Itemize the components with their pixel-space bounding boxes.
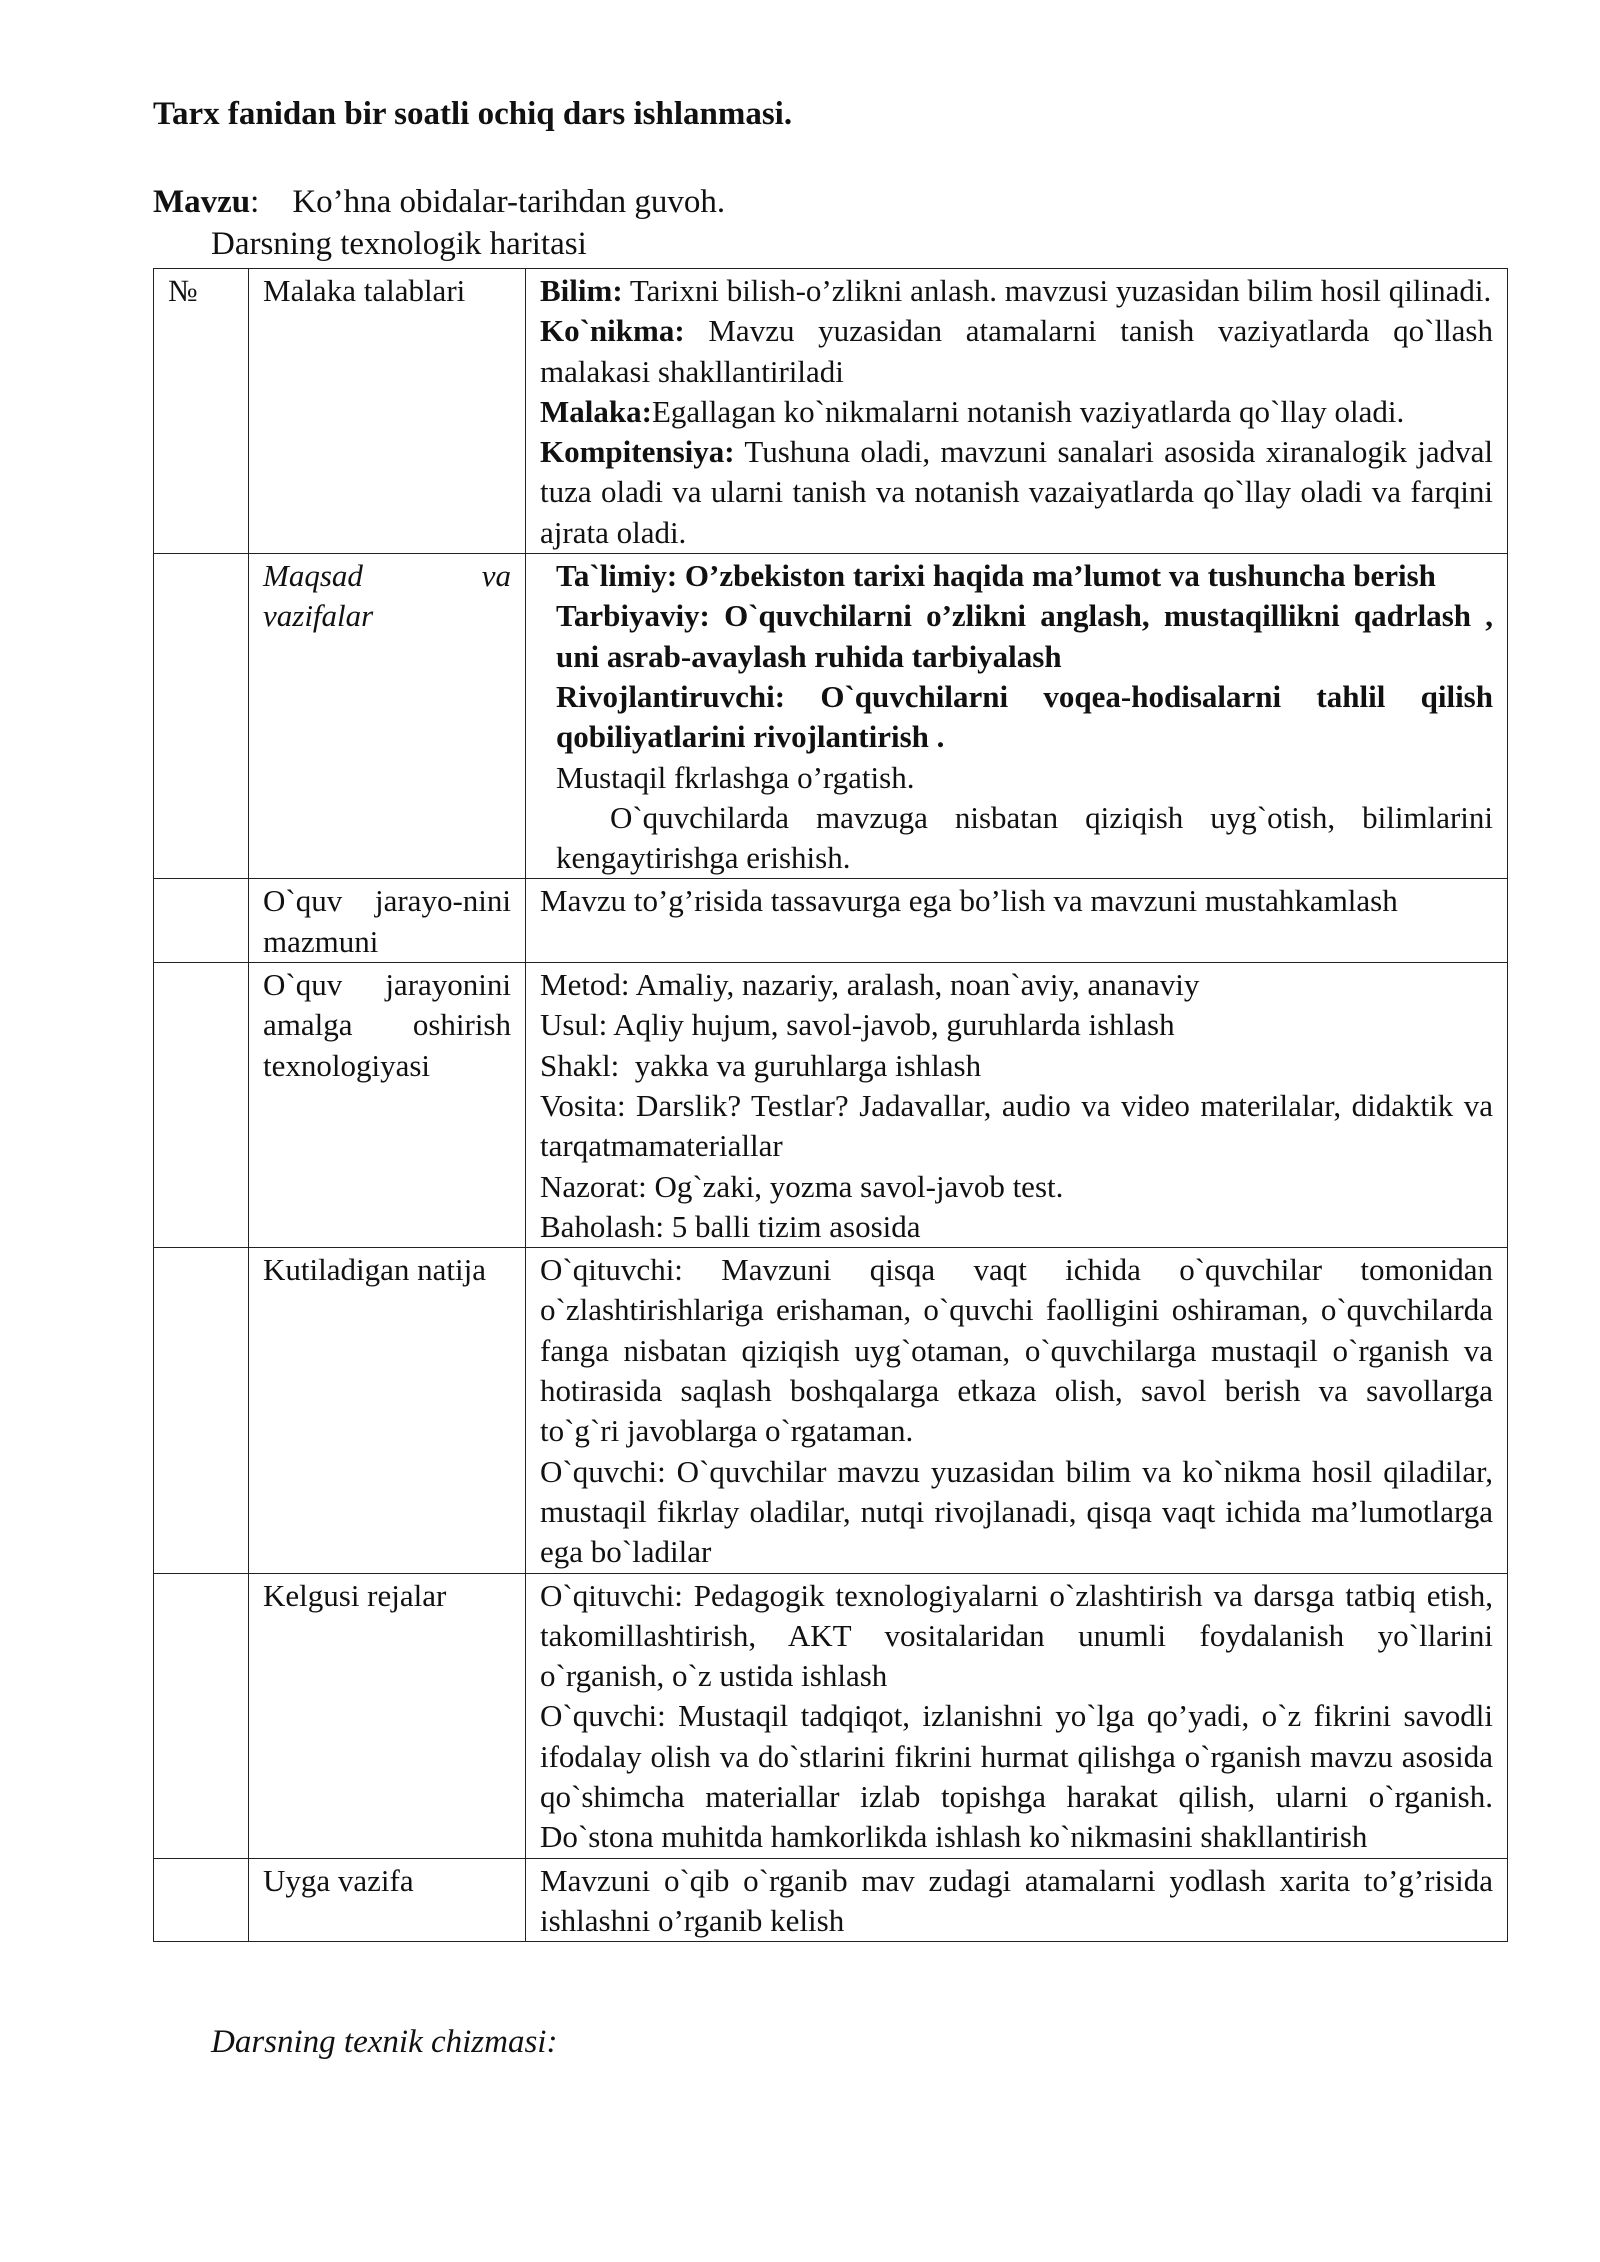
- row-label-line: mazmuni: [263, 923, 379, 959]
- table-row: [154, 963, 1508, 1248]
- row-label-line: texnologiyasi: [263, 1047, 431, 1083]
- konikma-paragraph: [540, 311, 1493, 392]
- teacher-plan: O`qituvchi: Pedagogik texnologiyalarni o`zlashtirish va darsga tatbiq etish, takomillashtirish, AKT vositalaridan unumli foydalanish yo`llarini o`rganish, o`z ustida ishlash: [540, 1577, 1493, 1694]
- shakl-line: Shakl: yakka va guruhlarga ishlash: [540, 1047, 982, 1083]
- nazorat-line: Nazorat: Og`zaki, yozma savol-javob test.: [540, 1168, 1064, 1204]
- row-label-line: O`quv jarayonini: [263, 967, 511, 1003]
- bilim-text: Tarixni bilish-o’zlikni anlash. mavzusi yuzasidan bilim hosil qilinadi.: [622, 273, 1492, 308]
- row-label-natija: Kutiladigan natija: [249, 1248, 526, 1573]
- number-header: №: [154, 269, 249, 554]
- table-row: [154, 269, 1508, 554]
- row-content-natija: [526, 1248, 1508, 1573]
- number-cell: [154, 1858, 249, 1942]
- row-label-malaka-talablari: Malaka talablari: [249, 269, 526, 554]
- tarbiyaviy-goal: Tarbiyaviy: O`quvchilarni o’zlikni anglash, mustaqillikni qadrlash , uni asrab-avaylash ruhida tarbiyalash: [556, 598, 1493, 674]
- topic-label: Mavzu: [153, 184, 251, 220]
- vosita-line: Vosita: Darslik? Testlar? Jadavallar, audio va video materilalar, didaktik va tarqatmamateriallar: [540, 1087, 1493, 1164]
- row-label-line: vazifalar: [263, 598, 374, 634]
- row-label-maqsad: [249, 554, 526, 879]
- row-content-malaka-talablari: [526, 269, 1508, 554]
- teacher-result: O`qituvchi: Mavzuni qisqa vaqt ichida o`quvchilar tomonidan o`zlashtirishlariga erishaman, o`quvchi faolligini oshiraman, o`quvchilarda fanga nisbatan qiziqish uyg`otaman, o`quvchilarga mustaqil o`rganish va hotirasida saqlash boshqalarga etkaza olish, savol berish va savollarga to`g`ri javoblarga o`rgataman.: [540, 1252, 1493, 1449]
- topic-value: Ko’hna obidalar-tarihdan guvoh.: [292, 184, 726, 220]
- rivojlantiruvchi-goal: Rivojlantiruvchi: O`quvchilarni voqea-hodisalarni tahlil qilish qobiliyatlarini rivojlantirish .: [556, 678, 1493, 755]
- row-label-line: amalga oshirish: [263, 1007, 511, 1043]
- table-row: [154, 1858, 1508, 1942]
- row-label-line: O`quv jarayo-nini: [263, 883, 511, 919]
- row-label-line: Maqsad va: [263, 558, 511, 594]
- row-label-uyga-vazifa: Uyga vazifa: [249, 1858, 526, 1942]
- row-content-maqsad: [526, 554, 1508, 879]
- row-content-uyga-vazifa: Mavzuni o`qib o`rganib mav zudagi atamalarni yodlash xarita to’g’risida ishlashni o’rganib kelish: [526, 1858, 1508, 1942]
- document-title: Tarx fanidan bir soatli ochiq dars ishlanmasi.: [153, 96, 793, 132]
- student-result: O`quvchi: O`quvchilar mavzu yuzasidan bilim va ko`nikma hosil qiladilar, mustaqil fikrlay oladilar, nutqi rivojlanadi, qisqa vaqt ichida ma’lumotlarga ega bo`ladilar: [540, 1453, 1493, 1570]
- row-label-rejalar: Kelgusi rejalar: [249, 1573, 526, 1858]
- number-cell: [154, 1248, 249, 1573]
- table-row: [154, 1573, 1508, 1858]
- number-cell: [154, 963, 249, 1248]
- map-title: Darsning texnologik haritasi: [211, 226, 587, 262]
- row-label-mazmuni: [249, 879, 526, 963]
- table-row: [154, 879, 1508, 963]
- number-cell: [154, 879, 249, 963]
- student-plan: O`quvchi: Mustaqil tadqiqot, izlanishni yo`lga qo’yadi, o`z fikrini savodli ifodalay olish va do`stlarini fikrini hurmat qilishga o`rganish mavzu asosida qo`shimcha materiallar izlab topishga harakat qilish, ularni o`rganish. Do`stona muhitda hamkorlikda ishlash ko`nikmasini shakllantirish: [540, 1698, 1493, 1855]
- topic-line: [153, 184, 725, 221]
- table-row: [154, 554, 1508, 879]
- goal-line: Mustaqil fkrlashga o’rgatish.: [556, 759, 915, 795]
- table-row: [154, 1248, 1508, 1573]
- technical-scheme-heading: Darsning texnik chizmasi:: [211, 2024, 558, 2060]
- metod-line: Metod: Amaliy, nazariy, aralash, noan`aviy, ananaviy: [540, 967, 1200, 1003]
- goal-line: O`quvchilarda mavzuga nisbatan qiziqish uyg`otish, bilimlarini kengaytirishga erishish.: [556, 799, 1501, 876]
- kompitensiya-paragraph: [540, 432, 1493, 553]
- row-content-mazmuni: Mavzu to’g’risida tassavurga ega bo’lish va mavzuni mustahkamlash: [526, 879, 1508, 963]
- usul-line: Usul: Aqliy hujum, savol-javob, guruhlarda ishlash: [540, 1007, 1175, 1043]
- row-content-texnologiyasi: [526, 963, 1508, 1248]
- malaka-text: Egallagan ko`nikmalarni notanish vaziyatlarda qo`llay oladi.: [651, 393, 1405, 429]
- malaka-label: Malaka:: [540, 393, 652, 429]
- bilim-label: Bilim:: [540, 273, 623, 308]
- row-content-rejalar: [526, 1573, 1508, 1858]
- malaka-paragraph: [540, 392, 1493, 432]
- konikma-label: Ko`nikma:: [540, 313, 685, 349]
- baholash-line: Baholash: 5 balli tizim asosida: [540, 1208, 921, 1244]
- konikma-text: Mavzu yuzasidan atamalarni tanish vaziyatlarda qo`llash malakasi shakllantiriladi: [540, 313, 1493, 389]
- talimiy-goal: Ta`limiy: O’zbekiston tarixi haqida ma’lumot va tushuncha berish: [556, 558, 1436, 594]
- number-cell: [154, 1573, 249, 1858]
- number-cell: [154, 554, 249, 879]
- bilim-paragraph: [540, 271, 1493, 311]
- lesson-table: [153, 268, 1508, 1942]
- topic-colon: :: [250, 184, 260, 220]
- row-label-texnologiyasi: [249, 963, 526, 1248]
- kompitensiya-label: Kompitensiya:: [540, 434, 735, 470]
- kompitensiya-text: Tushuna oladi, mavzuni sanalari asosida xiranalogik jadval tuza oladi va ularni tanish va notanish vazaiyatlarda qo`llay oladi va farqini ajrata oladi.: [540, 434, 1493, 550]
